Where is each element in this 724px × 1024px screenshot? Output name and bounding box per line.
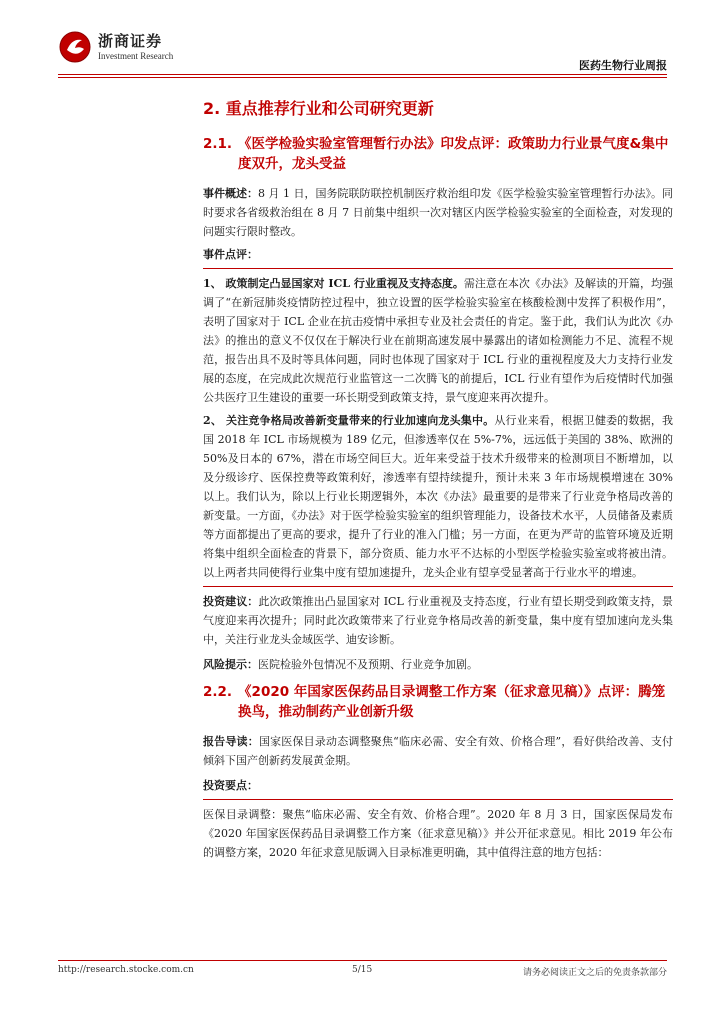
subsection-heading: 《医学检验实验室管理暂行办法》印发点评：政策助力行业景气度&集中度双升，龙头受益 bbox=[238, 136, 669, 172]
points-body: 医保目录调整：聚焦“临床必需、安全有效、价格合理”。2020 年 8 月 3 日，国家医保局发布《2020 年国家医保药品目录调整工作方案（征求意见稿）》并公开征求意见。相比 2019 年公布的调整方案，2020 年征求意见版调入目录标准更明确，其中值得注意的地方包括： bbox=[203, 808, 673, 859]
risk-text: 医院检验外包情况不及预期、行业竞争加剧。 bbox=[258, 658, 478, 671]
point2-heading: 2、 关注竞争格局改善新变量带来的行业加速向龙头集中。 bbox=[203, 414, 495, 427]
points-divider bbox=[203, 799, 673, 800]
company-logo bbox=[58, 30, 173, 64]
invest-paragraph bbox=[203, 592, 673, 649]
event-label: 事件概述： bbox=[203, 187, 259, 200]
main-content bbox=[203, 92, 673, 862]
event-paragraph bbox=[203, 184, 673, 241]
subsection-title-2-1 bbox=[203, 134, 673, 174]
page-header bbox=[0, 0, 724, 80]
subsection-number: 2.2. bbox=[203, 684, 233, 700]
invest-text: 此次政策推出凸显国家对 ICL 行业重视及支持态度，行业有望长期受到政策支持，景气度迎来再次提升；同时此次政策带来了行业竞争格局改善的新变量，集中度有望加速向龙头集中，关注行业龙头金域医学、迪安诊断。 bbox=[203, 595, 673, 646]
guide-paragraph bbox=[203, 732, 673, 770]
comment-label: 事件点评： bbox=[203, 248, 258, 261]
footer-url[interactable]: http://research.stocke.com.cn bbox=[58, 965, 194, 975]
logo-en-text: Investment Research bbox=[98, 50, 174, 61]
invest-divider bbox=[203, 586, 673, 587]
logo-mark-icon bbox=[58, 30, 92, 64]
points-label: 投资要点： bbox=[203, 779, 258, 792]
page-number: 5/15 bbox=[352, 965, 373, 975]
risk-paragraph bbox=[203, 655, 673, 674]
section-title: 2. 重点推荐行业和公司研究更新 bbox=[203, 99, 434, 118]
footer-divider bbox=[58, 960, 667, 961]
point1-paragraph bbox=[203, 274, 673, 407]
subsection-heading: 《2020 年国家医保药品目录调整工作方案（征求意见稿）》点评：腾笼换鸟，推动制药产业创新升级 bbox=[238, 684, 666, 720]
point2-paragraph bbox=[203, 411, 673, 582]
subsection-title-2-2 bbox=[203, 682, 673, 722]
subsection-number: 2.1. bbox=[203, 136, 233, 152]
invest-label: 投资建议： bbox=[203, 595, 259, 608]
header-divider-thin bbox=[58, 77, 667, 78]
report-type: 医药生物行业周报 bbox=[579, 59, 667, 72]
comment-divider bbox=[203, 268, 673, 269]
header-divider bbox=[58, 74, 667, 75]
footer-disclaimer: 请务必阅读正文之后的免责条款部分 bbox=[522, 968, 667, 978]
guide-label: 报告导读： bbox=[203, 735, 259, 748]
guide-text: 国家医保目录动态调整聚焦“临床必需、安全有效、价格合理”，看好供给改善、支付倾斜下国产创新药发展黄金期。 bbox=[203, 735, 674, 767]
risk-label: 风险提示： bbox=[203, 658, 258, 671]
point1-heading: 1、 政策制定凸显国家对 ICL 行业重视及支持态度。 bbox=[203, 277, 464, 290]
logo-cn-text: 浙商证券 bbox=[98, 31, 163, 50]
event-text: 8 月 1 日，国务院联防联控机制医疗救治组印发《医学检验实验室管理暂行办法》。同时要求各省级救治组在 8 月 7 日前集中组织一次对辖区内医学检验实验室的全面检查，对发现的问题实行限时整改。 bbox=[203, 187, 674, 238]
point1-text: 需注意在本次《办法》及解读的开篇，均强调了“在新冠肺炎疫情防控过程中，独立设置的医学检验实验室在核酸检测中发挥了积极作用”，表明了国家对于 ICL 企业在抗击疫情中承担专业及社会责任的肯定。鉴于此，我们认为此次《办法》的推出的意义不仅仅在于解决行业在前期高速发展中暴露出的诸如检测能力不足、流程不规范，报告出具不及时等具体问题，同时也体现了国家对于 ICL 行业的重视程度及大力支持行业发展的态度，在完成此次规范行业监管这一二次腾飞的前提后，ICL 行业有望作为后疫情时代加强公共医疗卫生建设的重要一环长期受到政策支持，景气度迎来再次提升。 bbox=[203, 277, 673, 404]
point2-text: 从行业来看，根据卫健委的数据，我国 2018 年 ICL 市场规模为 189 亿元，但渗透率仅在 5%-7%，远远低于美国的 38%、欧洲的 50%及日本的 67%，潜在市场空间巨大。近年来受益于技术升级带来的检测项目不断增加，以及分级诊疗、医保控费等政策利好，渗透率有望持续提升，预计未来 3 年市场规模增速在 30%以上。我们认为，除以上行业长期逻辑外，本次《办法》最重要的是带来了行业竞争格局改善的新变量。一方面，《办法》对于医学检验实验室的组织管理能力，设备技术水平，人员储备及素质等方面都提出了更高的要求，提升了行业的准入门槛；另一方面，在更为严苛的监管环境及近期将集中组织全面检查的背景下，部分资质、能力水平不达标的小型医学检验实验室或将被出清。以上两者共同使得行业集中度有望加速提升，龙头企业有望享受显著高于行业水平的增速。 bbox=[203, 414, 674, 579]
